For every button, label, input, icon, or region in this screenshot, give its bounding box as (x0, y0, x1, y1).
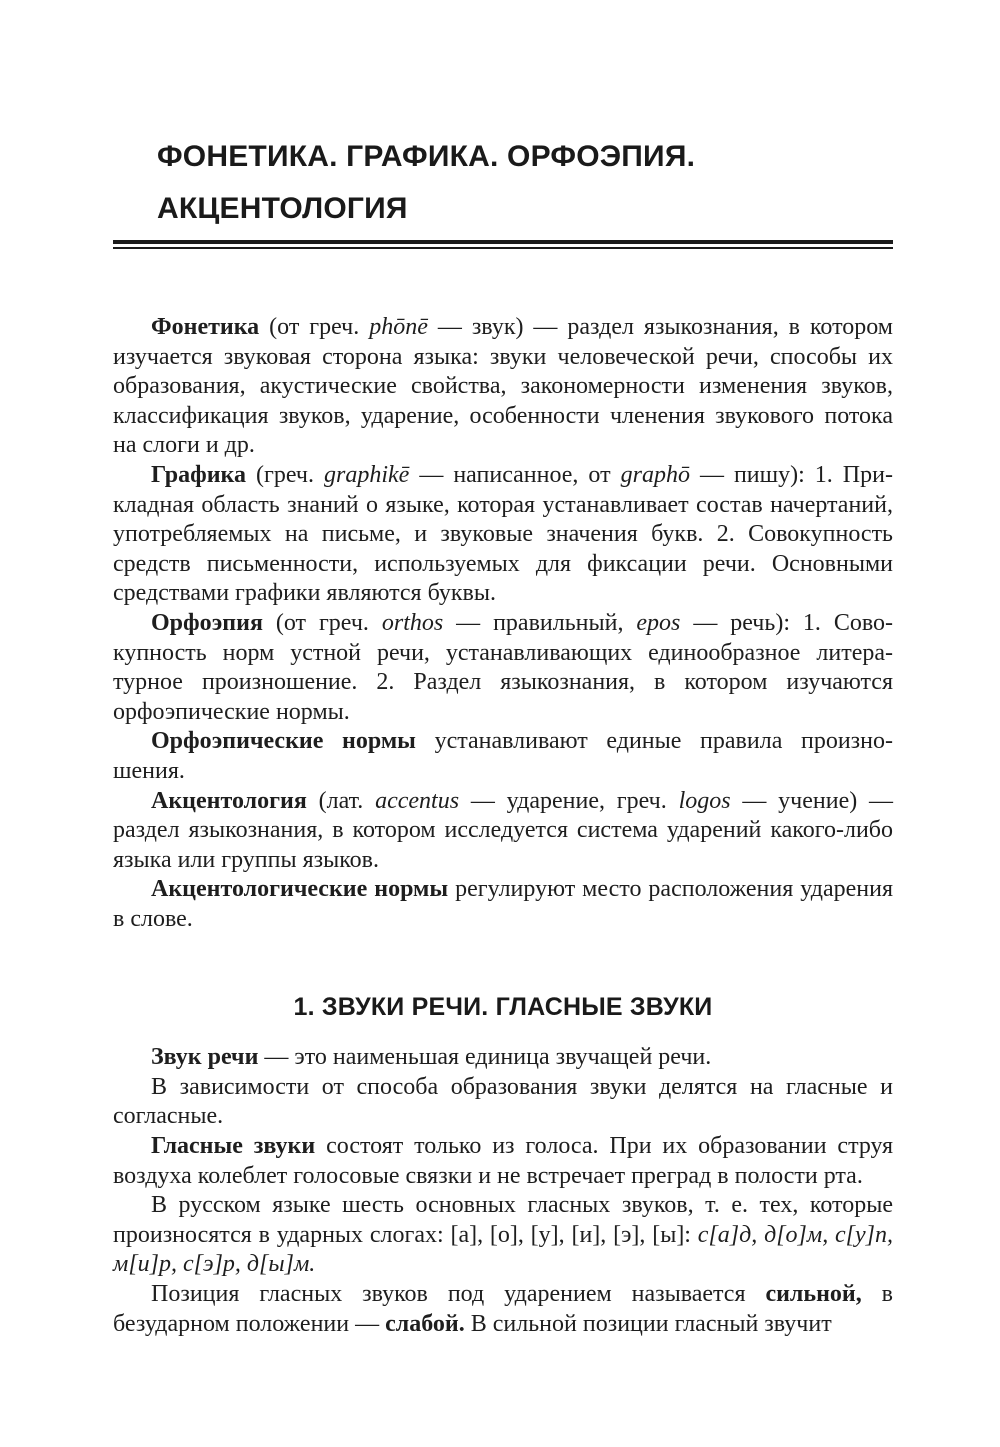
chapter-title-line-1: ФОНЕТИКА. ГРАФИКА. ОРФОЭПИЯ. (157, 140, 696, 173)
chapter-title-line-2: АКЦЕНТОЛОГИЯ (157, 192, 408, 225)
section-heading: 1. ЗВУКИ РЕЧИ. ГЛАСНЫЕ ЗВУКИ (293, 993, 713, 1022)
paragraph-akcentologiya: Акцентология (лат. accentus — ударение, греч. logos — учение) — раздел языкознания, в котором исследуется система ударений какого-либо языка или группы языков. (113, 787, 894, 873)
paragraph-akcent-normy: Акцентологические нормы регулируют место расположения ударения в слове. (113, 876, 894, 932)
paragraph-v-zavisimosti: В зависимости от способа образования звуки делятся на гласные и согласные. (113, 1073, 893, 1130)
paragraph-grafika: Графика (греч. graphikē — написанное, от graphō — пишу): 1. Прикладная область знаний о языке, которая устанавливает состав начертаний, употребляемых на письме, и звуковые значения букв. 2. Совокупность средств письменности, используемых для фиксации речи. Основными средствами графики являются буквы. (113, 461, 893, 607)
paragraph-shest-glasnyh: В русском языке шесть основных гласных звуков, т. е. тех, которые произносятся в ударных слогах: [а], [о], [у], [и], [э], [ы]: с[а]д, д[о]м, с[у]п, м[и]р, с[э]р, д[ы]м. (113, 1192, 894, 1278)
section-paragraphs (113, 1043, 893, 1339)
paragraph-orfoepich-normy: Орфоэпические нормы устанавливают единые правила произношения. (113, 728, 893, 784)
paragraph-fonetika: Фонетика (от греч. phōnē — звук) — раздел языкознания, в котором изучается звуковая сторона языка: звуки человеческой речи, способы их образования, акустические свойства, закономерности изменения звуков, классификация звуков, ударение, особенности членения звукового потока на слоги и др. (113, 314, 893, 459)
title-divider-rule (113, 240, 893, 249)
intro-paragraphs (113, 313, 893, 934)
paragraph-orfoepiya: Орфоэпия (от греч. orthos — правильный, epos — речь): 1. Совокупность норм устной речи, устанавливающих единообразное литературное произношение. 2. Раздел языкознания, в котором изучаются орфоэпические нормы. (113, 609, 894, 725)
paragraph-glasnye-zvuki: Гласные звуки состоят только из голоса. При их образовании струя воздуха колеблет голосовые связки и не встречает преград в полости рта. (113, 1133, 893, 1189)
paragraph-zvuk-rechi: Звук речи — это наименьшая единица звучащей речи. (151, 1044, 712, 1071)
text-column (113, 131, 893, 1339)
chapter-title (157, 131, 893, 235)
paragraph-poziciya: Позиция гласных звуков под ударением называется сильной, в безударном положении — слабой. В сильной позиции гласный звучит (113, 1280, 894, 1337)
